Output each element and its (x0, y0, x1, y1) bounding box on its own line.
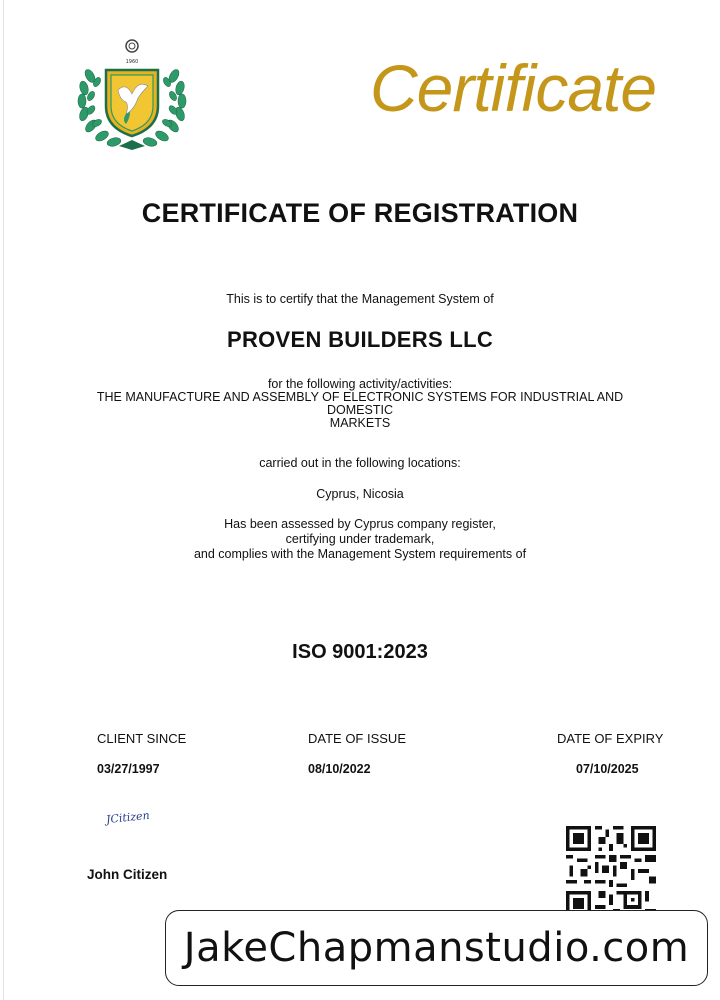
signer-name: John Citizen (87, 867, 168, 882)
assessment-block (0, 517, 720, 562)
company-name: PROVEN BUILDERS LLC (226, 327, 494, 352)
activity-line: MARKETS (329, 416, 391, 430)
client-since-value: 03/27/1997 (97, 762, 160, 776)
activity-line: THE MANUFACTURE AND ASSEMBLY OF ELECTRONIC SYSTEMS FOR INDUSTRIAL AND (96, 390, 624, 404)
activity-block (0, 378, 720, 430)
intro-text: This is to certify that the Management System of (226, 292, 494, 306)
signature: JCitizen (105, 808, 151, 827)
page-title: CERTIFICATE OF REGISTRATION (141, 198, 579, 228)
coat-of-arms-emblem (74, 36, 190, 156)
date-of-expiry-value: 07/10/2025 (576, 762, 639, 776)
location: Cyprus, Nicosia (316, 487, 404, 501)
activity-line: DOMESTIC (327, 403, 393, 417)
emblem-year: 1960 (125, 59, 139, 65)
assessment-line: and complies with the Management System requirements of (193, 547, 527, 561)
locations-label: carried out in the following locations: (259, 456, 461, 470)
assessment-line: Has been assessed by Cyprus company register, (224, 517, 496, 531)
date-of-issue-label: DATE OF ISSUE (308, 731, 406, 746)
client-since-label: CLIENT SINCE (97, 731, 187, 746)
iso-standard: ISO 9001:2023 (292, 641, 428, 663)
activity-lead: for the following activity/activities: (267, 377, 453, 391)
qr-code-icon (566, 826, 656, 916)
date-of-expiry-label: DATE OF EXPIRY (557, 731, 664, 746)
assessment-line: certifying under trademark, (285, 532, 435, 546)
certificate-heading: Certificate (370, 51, 657, 125)
date-of-issue-value: 08/10/2022 (308, 762, 371, 776)
watermark-banner: JakeChapmanstudio.com (165, 910, 708, 986)
